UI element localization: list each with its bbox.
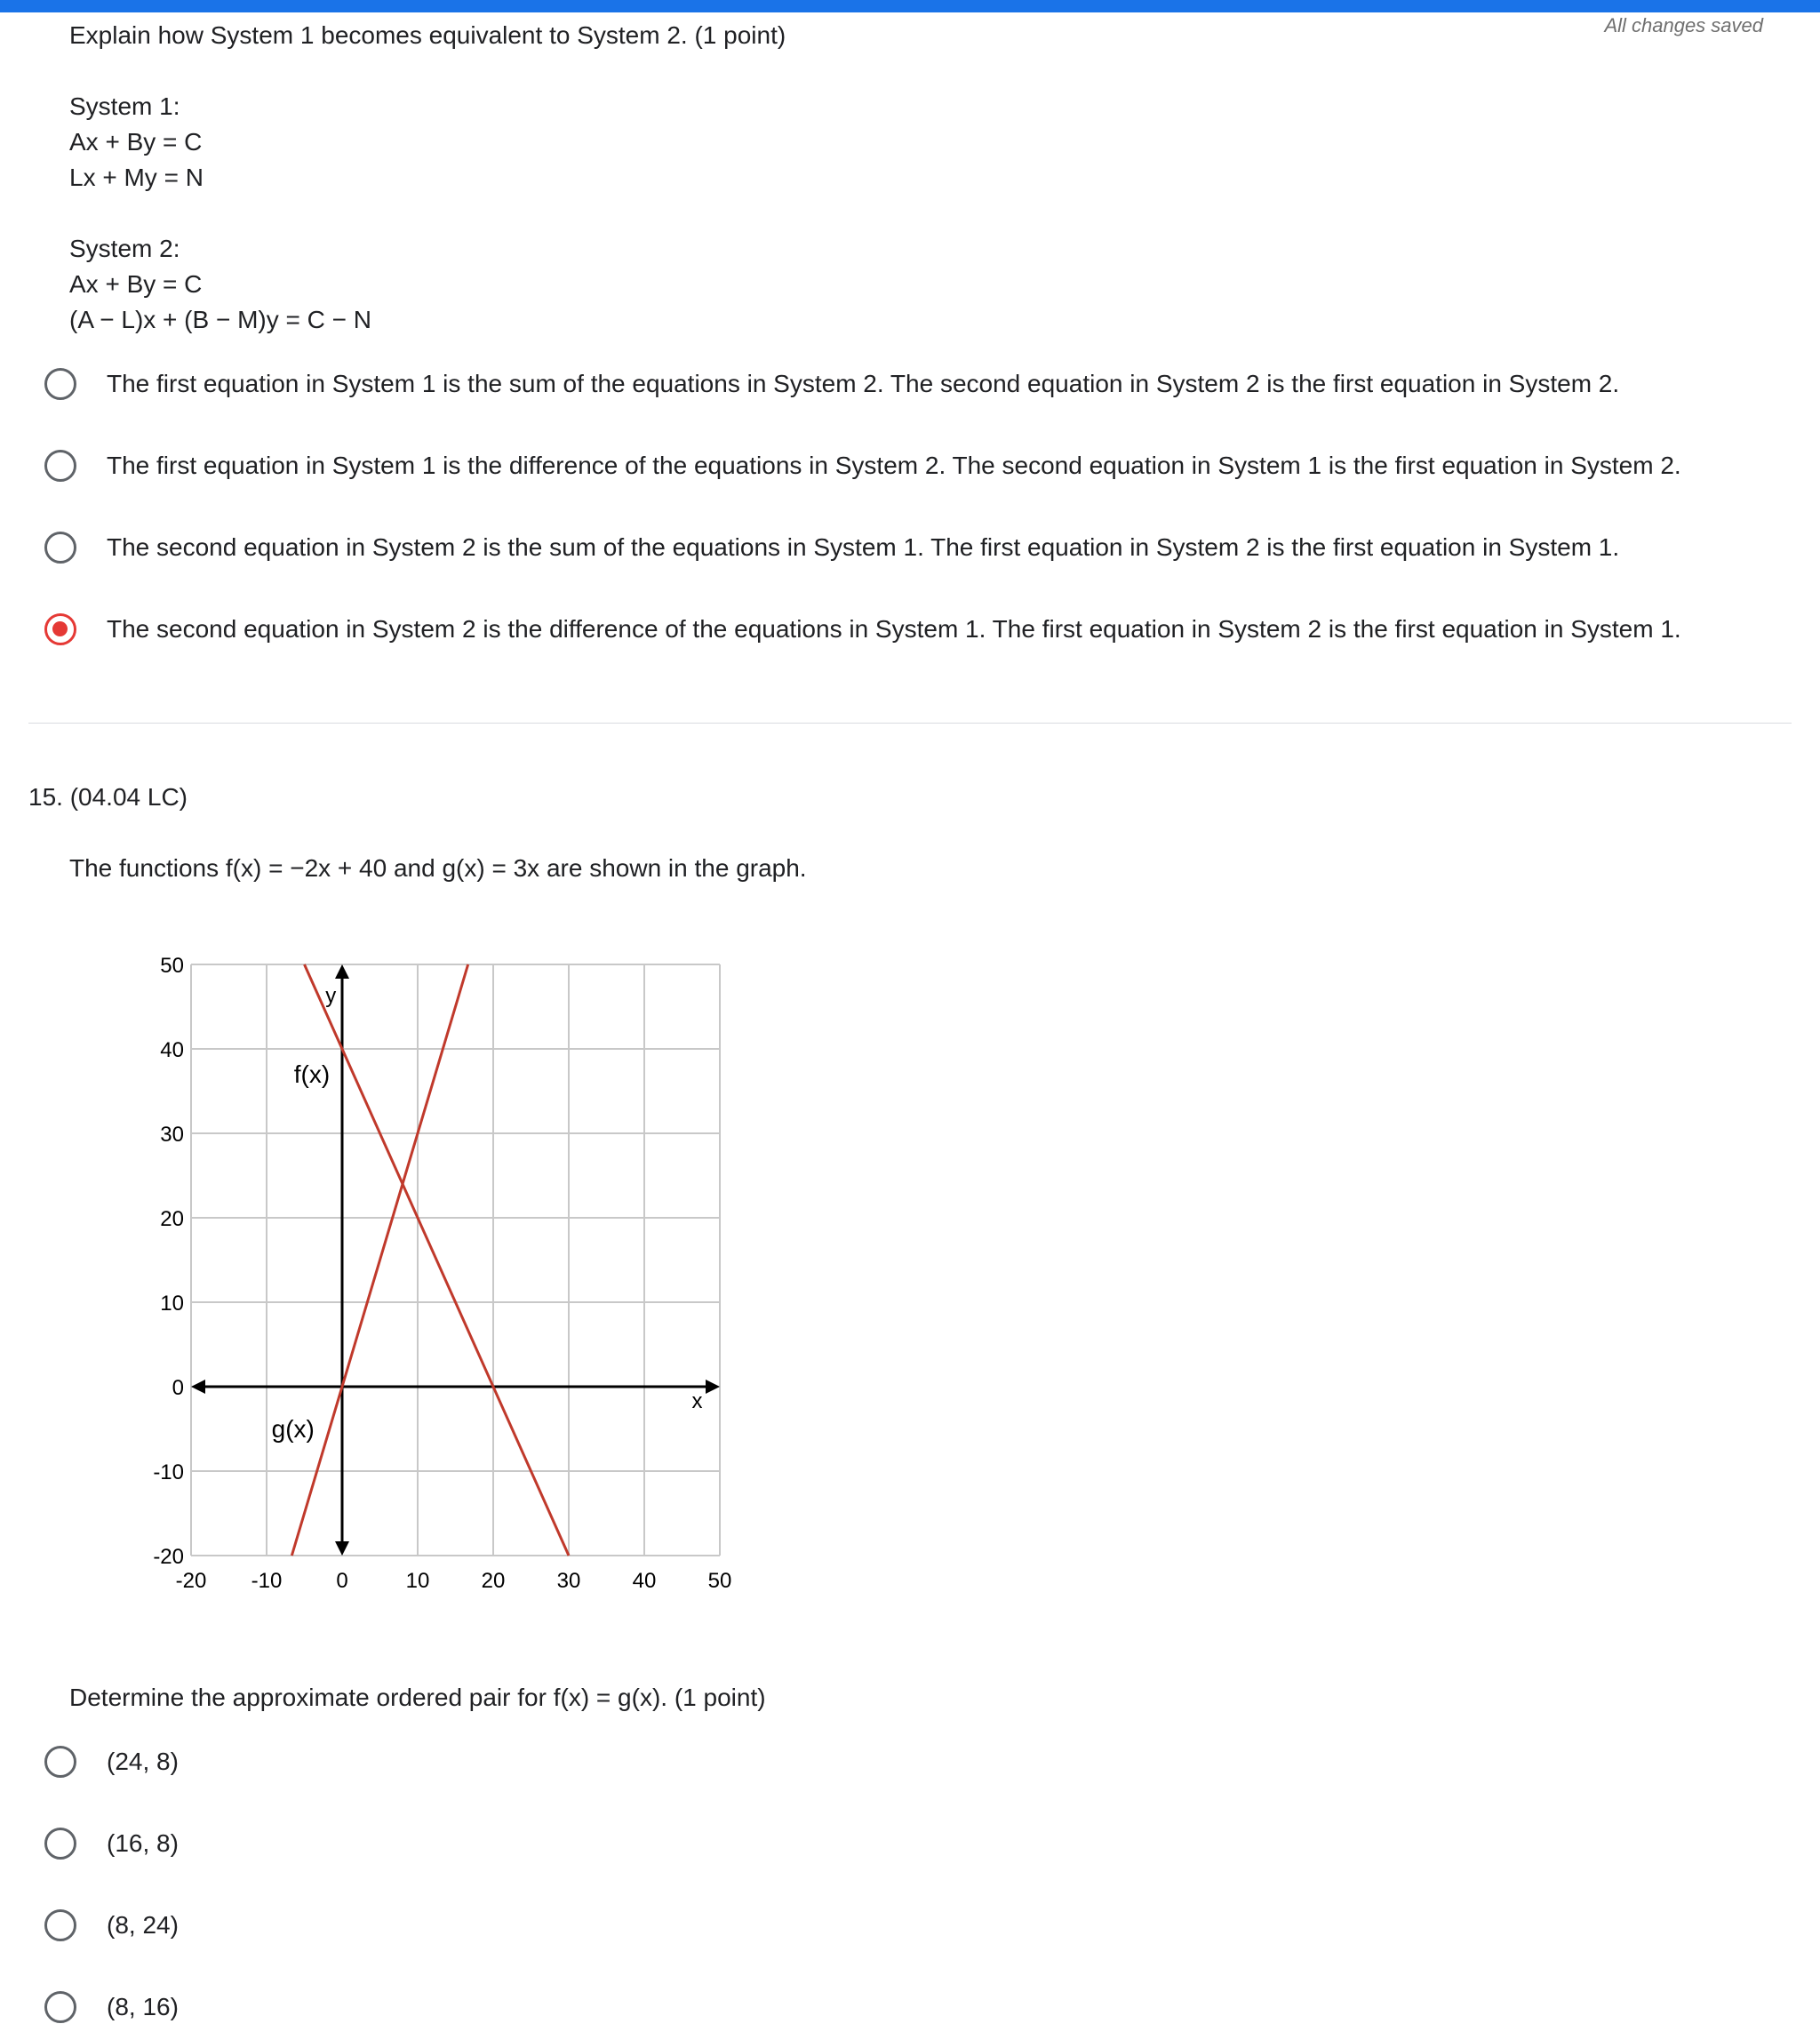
series-label: f(x) <box>293 1060 331 1088</box>
x-tick-label: 30 <box>556 1569 581 1591</box>
y-tick-label: -20 <box>153 1545 184 1569</box>
save-status: All changes saved <box>1604 14 1763 36</box>
option-label: (16, 8) <box>107 1829 179 1857</box>
series-label: g(x) <box>271 1415 315 1443</box>
radio-button-selected[interactable] <box>44 613 76 645</box>
function-graph <box>142 951 746 1591</box>
graph-svg <box>142 951 746 1591</box>
y-axis-label: y <box>325 983 337 1008</box>
y-axis-arrow-up <box>335 964 349 979</box>
option-label: (8, 16) <box>107 1993 179 2020</box>
question-divider <box>28 723 1792 724</box>
q15-prompt: Determine the approximate ordered pair for f(x) = g(x). (1 point) <box>69 1684 766 1711</box>
q14-prompt: Explain how System 1 becomes equivalent to System 2. (1 point) <box>69 21 786 49</box>
x-tick-label: 40 <box>632 1569 657 1591</box>
option-label: The first equation in System 1 is the sum of the equations in System 2. The second equation in System 2 is the first equation in System 2. <box>107 370 1620 397</box>
y-tick-label: 40 <box>160 1038 184 1062</box>
radio-button[interactable] <box>44 532 76 564</box>
radio-button[interactable] <box>44 1828 76 1860</box>
q14-option-3[interactable] <box>44 526 1619 569</box>
x-tick-label: -10 <box>251 1569 283 1591</box>
x-tick-label: 50 <box>707 1569 732 1591</box>
y-axis-arrow-down <box>335 1541 349 1556</box>
system2-title: System 2: <box>69 235 180 262</box>
q15-stem: The functions f(x) = −2x + 40 and g(x) = 3x are shown in the graph. <box>69 854 807 882</box>
q15-option-3[interactable] <box>44 1904 179 1947</box>
q15-option-4[interactable] <box>44 1986 179 2028</box>
x-tick-label: 10 <box>405 1569 430 1591</box>
q15-option-1[interactable] <box>44 1740 179 1783</box>
system2-equation-1: Ax + By = C <box>69 270 203 298</box>
series-line-fx <box>305 964 570 1556</box>
y-tick-label: -10 <box>153 1460 184 1484</box>
system1-equation-1: Ax + By = C <box>69 128 203 156</box>
radio-button[interactable] <box>44 368 76 400</box>
option-label: (24, 8) <box>107 1748 179 1775</box>
radio-button[interactable] <box>44 1909 76 1941</box>
system1-title: System 1: <box>69 92 180 120</box>
y-tick-label: 20 <box>160 1207 184 1231</box>
option-label: The second equation in System 2 is the difference of the equations in System 1. The first equation in System 2 is the first equation in System 1. <box>107 615 1681 643</box>
q15-option-2[interactable] <box>44 1822 179 1865</box>
y-tick-label: 10 <box>160 1292 184 1316</box>
radio-button[interactable] <box>44 450 76 482</box>
y-tick-label: 30 <box>160 1123 184 1147</box>
radio-button[interactable] <box>44 1746 76 1778</box>
option-label: The first equation in System 1 is the difference of the equations in System 2. The second equation in System 1 is the first equation in System 2. <box>107 452 1681 479</box>
top-accent-bar <box>0 0 1820 12</box>
x-axis-arrow-right <box>706 1380 720 1394</box>
option-label: The second equation in System 2 is the sum of the equations in System 1. The first equation in System 2 is the first equation in System 1. <box>107 533 1620 561</box>
x-tick-label: 20 <box>481 1569 506 1591</box>
q14-option-2[interactable] <box>44 444 1681 487</box>
q14-option-1[interactable] <box>44 363 1619 405</box>
x-tick-label: -20 <box>175 1569 207 1591</box>
q14-option-4[interactable] <box>44 608 1681 651</box>
option-label: (8, 24) <box>107 1911 179 1939</box>
y-tick-label: 0 <box>172 1376 184 1400</box>
x-tick-label: 0 <box>336 1569 348 1591</box>
system1-equation-2: Lx + My = N <box>69 164 204 191</box>
series-line-gx <box>291 964 467 1556</box>
q15-number: 15. (04.04 LC) <box>28 783 188 811</box>
x-axis-label: x <box>691 1388 703 1413</box>
x-axis-arrow-left <box>191 1380 205 1394</box>
radio-button[interactable] <box>44 1991 76 2023</box>
system2-equation-2: (A − L)x + (B − M)y = C − N <box>69 306 371 333</box>
y-tick-label: 50 <box>160 954 184 978</box>
